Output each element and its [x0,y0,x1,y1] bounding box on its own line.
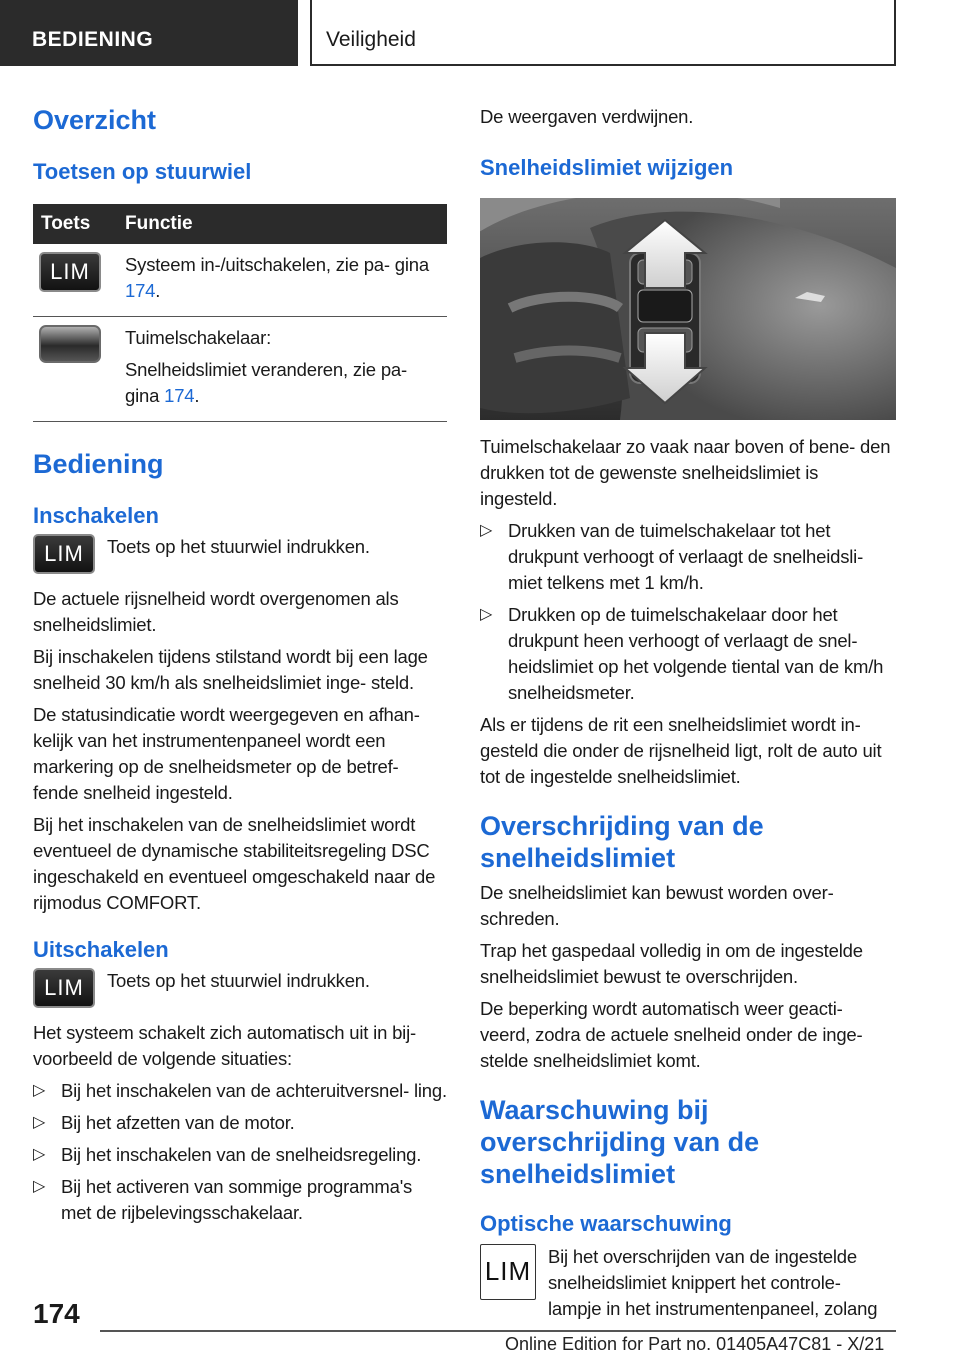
steering-wheel-rocker-photo [480,198,896,420]
row1-text: Systeem in-/uitschakelen, zie pa‐ gina [125,254,429,275]
page-number: 174 [33,1298,80,1329]
optisch-text: Bij het overschrijden van de ingestelde snelheidslimiet knippert het controle‐ lampje in het instrumentenpaneel, zolang [548,1246,878,1319]
waarschuwing-title: Waarschuwing bij overschrijding van de snelheidslimiet [480,1095,760,1189]
chapter-tab [310,0,896,66]
rocker-list [480,518,896,706]
paragraph: De statusindicatie wordt weergegeven en afhan‐ kelijk van het instrumentenpaneel wordt een markering op de snelheidsmeter op de betref‐ fende snelheid ingesteld. [33,704,420,803]
optisch-title: Optische waarschuwing [480,1211,732,1236]
right-column [480,100,896,1328]
list-item-text: Bij het activeren van sommige programma's met de rijbelevingsschakelaar. [61,1176,413,1223]
list-item-text: Drukken van de tuimelschakelaar tot het drukpunt verhoogt of verlaagt de snelheidsli‐ miet telkens met 1 km/h. [508,520,864,593]
col-header-functie: Functie [117,204,447,244]
paragraph: Bij inschakelen tijdens stilstand wordt bij een lage snelheid 30 km/h als snelheidslimiet inge‐ steld. [33,646,428,693]
triangle-bullet-icon: ▷ [33,1082,46,1099]
row2-label: Tuimelschakelaar: [125,327,272,348]
lim-button-icon: LIM [39,252,101,292]
uitschakelen-title: Uitschakelen [33,937,169,962]
list-item-text: Bij het inschakelen van de snelheidsregeling. [61,1144,422,1165]
table-row [33,317,447,422]
paragraph: De beperking wordt automatisch weer geacti‐ veerd, zodra de actuele snelheid onder de inge‐ stelde snelheidslimiet komt. [480,998,863,1071]
list-item [480,602,896,706]
table-cell-function [117,244,447,317]
overzicht-title: Overzicht [33,105,157,135]
page-header [0,0,960,66]
situations-list [33,1078,447,1226]
row1-suffix: . [155,280,161,301]
paragraph: Tuimelschakelaar zo vaak naar boven of bene‐ den drukken tot de gewenste snelheidslimiet is ingesteld. [480,436,891,509]
uitschakelen-text: Toets op het stuurwiel indrukken. [107,970,370,991]
table-row [33,244,447,317]
inschakelen-text: Toets op het stuurwiel indrukken. [107,536,370,557]
page-link[interactable]: 174 [164,385,195,406]
left-column [33,100,447,1232]
list-item-text: Drukken op de tuimelschakelaar door het drukpunt heen verhoogt of verlaagt de snel‐ heidslimiet op het volgende tiental van de km/h snelheidsmeter. [508,604,884,703]
paragraph: De actuele rijsnelheid wordt overgenomen als snelheidslimiet. [33,588,399,635]
triangle-bullet-icon: ▷ [33,1114,46,1131]
paragraph: De snelheidslimiet kan bewust worden over‐ schreden. [480,882,834,929]
inschakelen-title: Inschakelen [33,503,159,528]
list-item [33,1142,447,1168]
list-item [33,1078,447,1104]
list-item [33,1110,447,1136]
table-cell-function [117,317,447,422]
button-table [33,204,447,422]
toetsen-subtitle: Toetsen op stuurwiel [33,159,252,184]
paragraph: Bij het inschakelen van de snelheidslimiet wordt eventueel de dynamische stabiliteitsregeling DSC ingeschakeld en eventueel omgeschakeld naar de rijmodus COMFORT. [33,814,436,913]
page-link[interactable]: 174 [125,280,156,301]
footer-divider [100,1330,896,1332]
list-item-text: Bij het afzetten van de motor. [61,1112,295,1133]
edition-text: Online Edition for Part no. 01405A47C81 - X/21 [505,1334,885,1354]
bediening-title: Bediening [33,449,164,479]
triangle-bullet-icon: ▷ [33,1178,46,1195]
table-header-row [33,204,447,244]
inschakelen-row [33,534,447,574]
lim-button-icon: LIM [33,968,95,1008]
list-item [33,1174,447,1226]
paragraph: Als er tijdens de rit een snelheidslimiet wordt in‐ gesteld die onder de rijsnelheid ligt, rolt de auto uit tot de ingestelde snelheidslimiet. [480,714,882,787]
lim-indicator-icon: LIM [480,1244,536,1300]
triangle-bullet-icon: ▷ [480,522,493,539]
section-tab [0,0,298,66]
wijzigen-title: Snelheidslimiet wijzigen [480,155,734,180]
triangle-bullet-icon: ▷ [480,606,493,623]
table-cell-icon [33,244,117,317]
rocker-switch-icon [39,325,101,363]
lim-button-icon: LIM [33,534,95,574]
uitschakelen-row [33,968,447,1008]
section-label: BEDIENING [32,28,154,51]
paragraph: Trap het gaspedaal volledig in om de ingestelde snelheidslimiet bewust te overschrijden. [480,940,863,987]
triangle-bullet-icon: ▷ [33,1146,46,1163]
paragraph: Het systeem schakelt zich automatisch uit in bij‐ voorbeeld de volgende situaties: [33,1022,416,1069]
intro-text: De weergaven verdwijnen. [480,106,694,127]
list-item [480,518,896,596]
steering-wheel-illustration [480,198,896,420]
optisch-row [480,1244,896,1328]
row2-suffix: . [194,385,200,406]
overschrijding-title: Overschrijding van de snelheidslimiet [480,811,764,873]
chapter-label: Veiligheid [326,28,416,51]
table-cell-icon [33,317,117,422]
row2-text: Snelheidslimiet veranderen, zie pa‐ gina [125,359,407,406]
list-item-text: Bij het inschakelen van de achteruitversnel‐ ling. [61,1080,447,1101]
col-header-toets: Toets [33,204,117,244]
